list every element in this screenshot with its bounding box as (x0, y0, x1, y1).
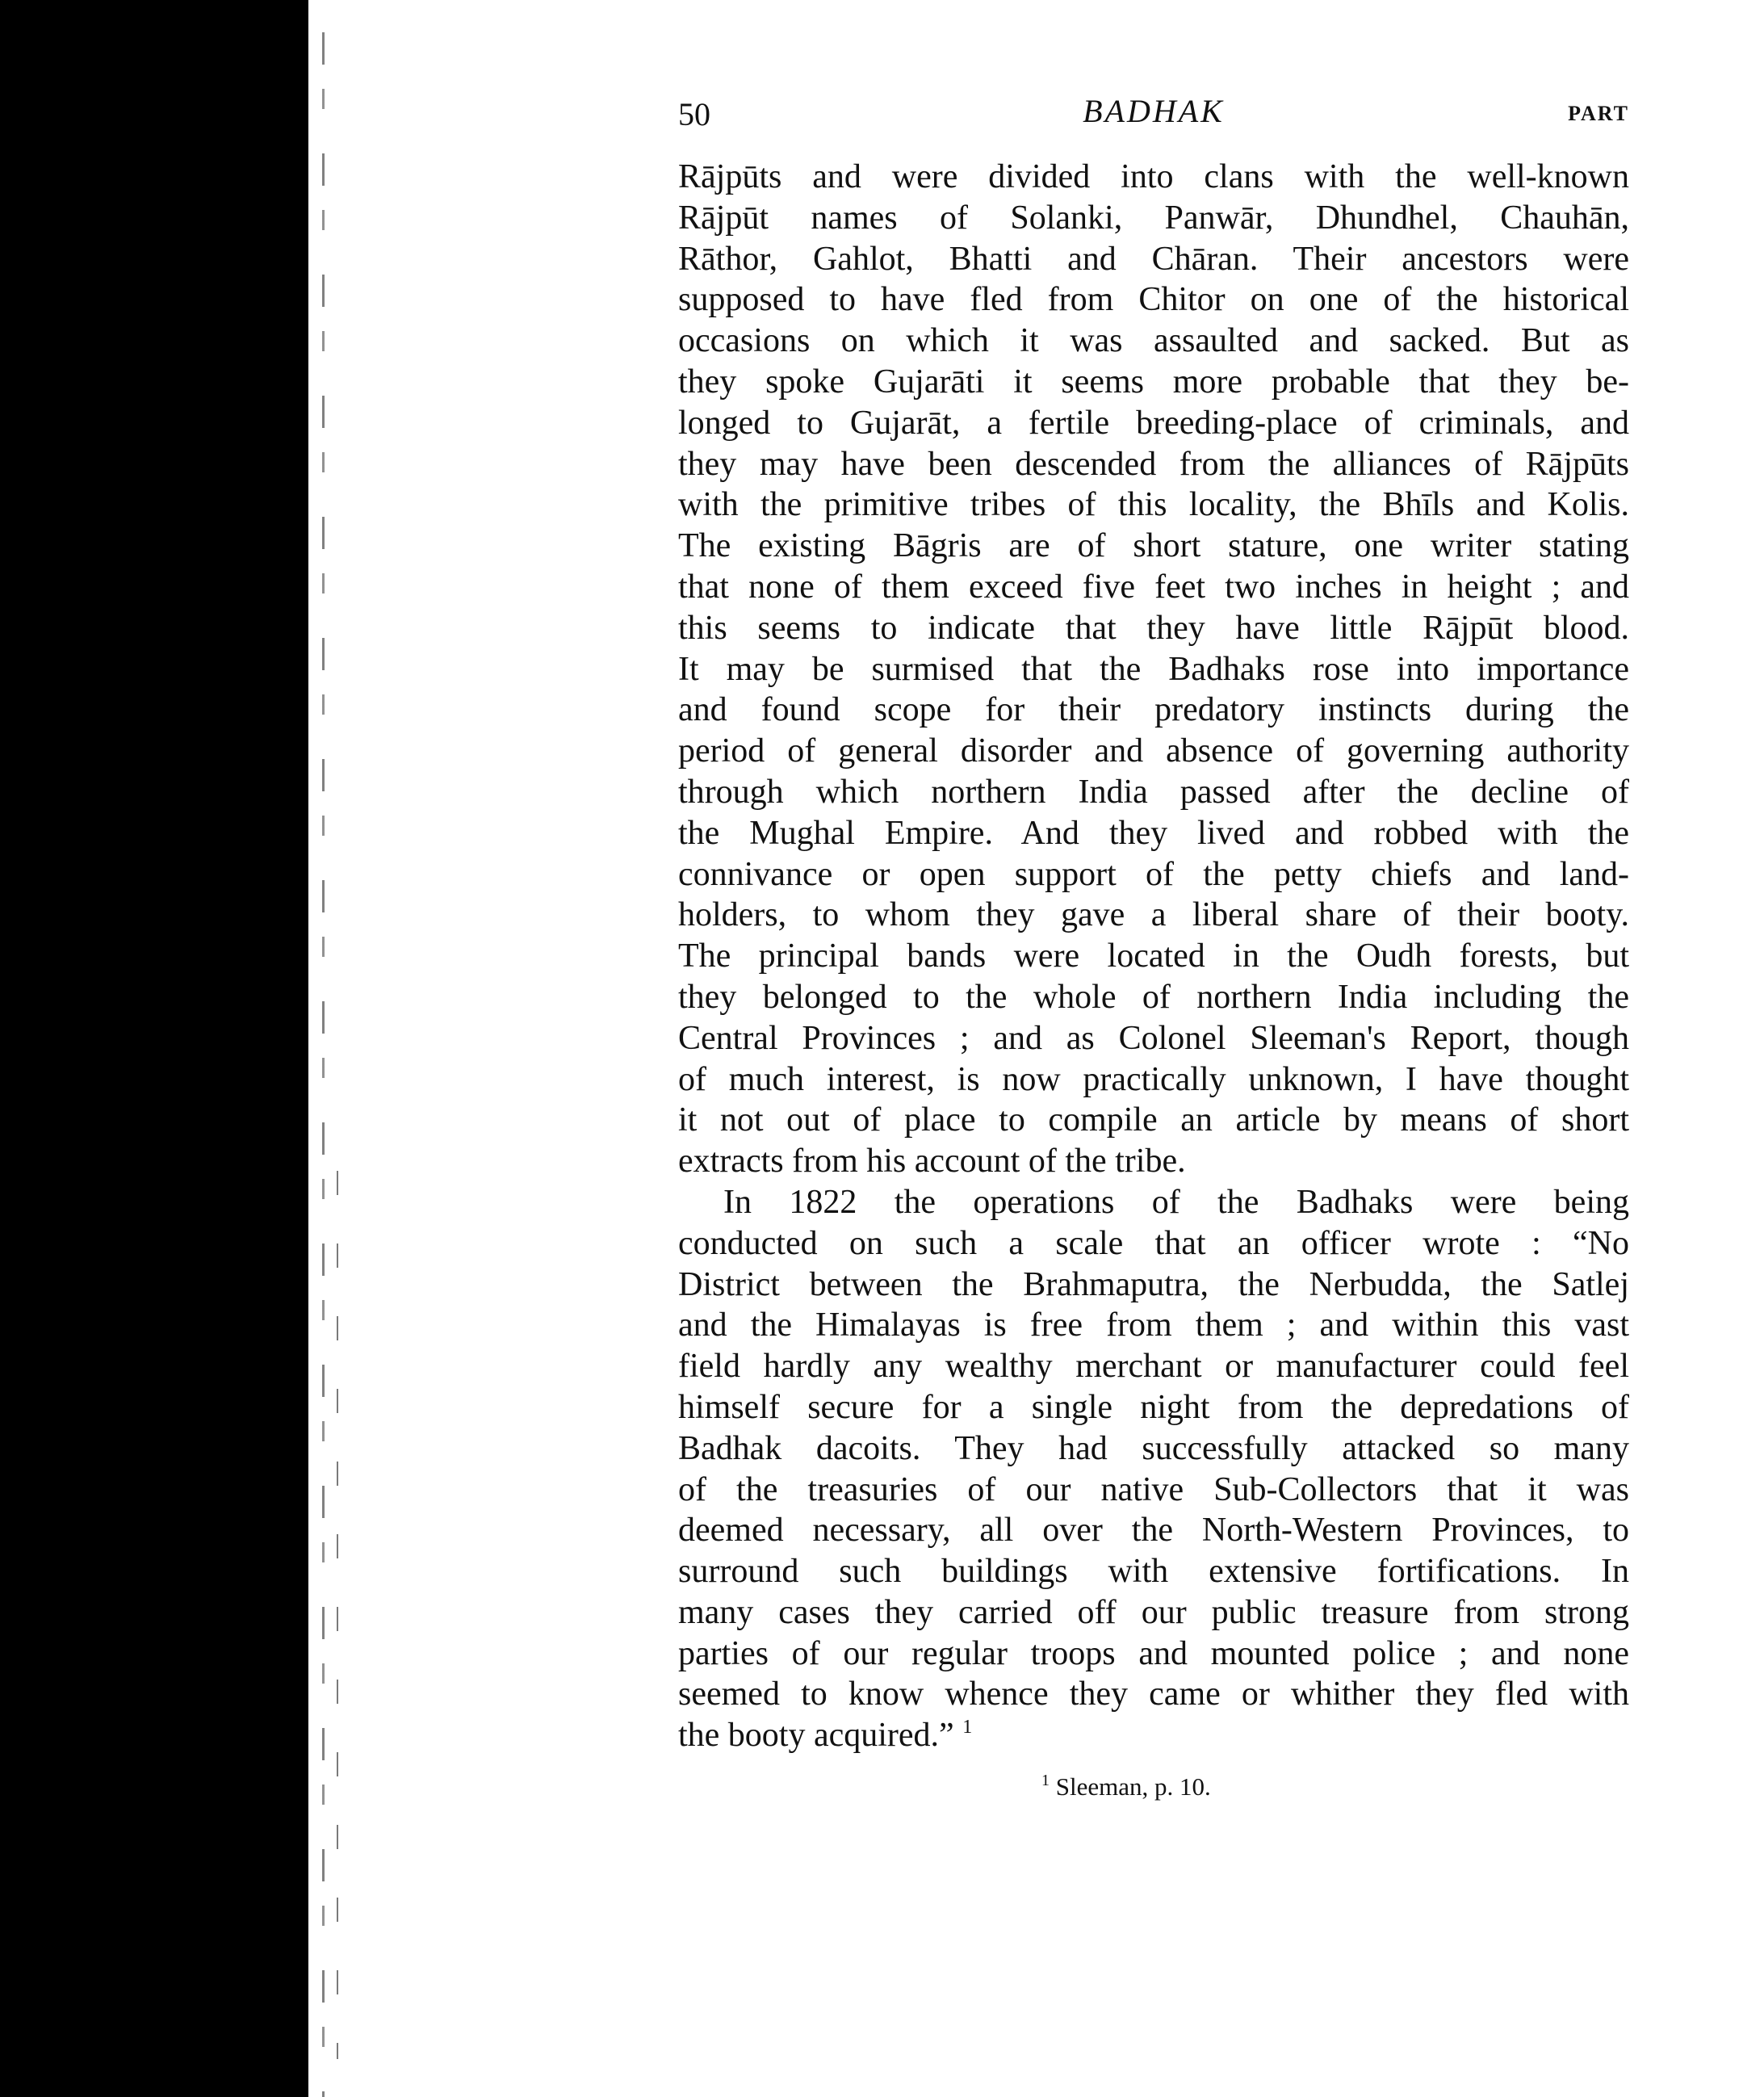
text-line-content: field hardly any wealthy merchant or manufacturer could feel (678, 1348, 1629, 1386)
running-head (678, 81, 1629, 145)
text-line (678, 772, 1629, 813)
text-line (678, 444, 1629, 485)
text-line-content: of the treasuries of our native Sub-Collectors that it was (678, 1470, 1629, 1508)
text-line (678, 1059, 1629, 1101)
text-line-content: with the primitive tribes of this locality, the Bhīls and Kolis. (678, 486, 1629, 524)
text-line (678, 1592, 1629, 1634)
text-line-content: In 1822 the operations of the Badhaks were being (723, 1183, 1629, 1221)
text-line-content: holders, to whom they gave a liberal share of their booty. (678, 896, 1629, 934)
text-line-content: they spoke Gujarāti it seems more probable that they be- (678, 363, 1629, 401)
text-line (678, 731, 1629, 772)
gutter-edge-inner (337, 1171, 338, 2059)
text-line (678, 1387, 1629, 1428)
text-line-content: many cases they carried off our public treasure from strong (678, 1593, 1629, 1631)
text-line-content: The principal bands were located in the Oudh forests, but (678, 937, 1629, 975)
text-line (678, 936, 1629, 977)
text-line-content: the Mughal Empire. And they lived and robbed with the (678, 814, 1629, 852)
text-line-content: and found scope for their predatory instincts during the (678, 691, 1629, 729)
text-line (678, 157, 1629, 198)
text-line (678, 1182, 1629, 1223)
text-line-content: supposed to have fled from Chitor on one of the historical (678, 281, 1629, 319)
text-line (678, 895, 1629, 936)
text-line (678, 1223, 1629, 1264)
text-line (678, 484, 1629, 526)
text-line-content: extracts from his account of the tribe. (678, 1143, 1186, 1181)
text-line-content: it not out of place to compile an article by means of short (678, 1101, 1629, 1139)
text-line (678, 1634, 1629, 1675)
text-line (678, 1715, 1629, 1756)
footnote-reference: 1 (962, 1717, 973, 1738)
text-line (678, 1674, 1629, 1715)
text-line (678, 854, 1629, 895)
text-line (678, 813, 1629, 854)
text-line-content: Rāthor, Gahlot, Bhatti and Chāran. Their ancestors were (678, 240, 1629, 278)
footnote-text: Sleeman, p. 10. (1055, 1772, 1211, 1801)
text-line (678, 321, 1629, 362)
text-line-content: connivance or open support of the petty chiefs and land- (678, 855, 1629, 893)
body-text (678, 157, 1629, 1756)
text-line-content: District between the Brahmaputra, the Nerbudda, the Satlej (678, 1265, 1629, 1303)
text-line (678, 279, 1629, 321)
text-line-content: they belonged to the whole of northern India including the (678, 978, 1629, 1016)
text-line (678, 567, 1629, 608)
text-line (678, 1305, 1629, 1346)
text-line (678, 1470, 1629, 1511)
part-label: PART (1568, 102, 1629, 125)
text-line (678, 1141, 1629, 1182)
text-line-content: parties of our regular troops and mounted police ; and none (678, 1634, 1629, 1672)
text-line-content: of much interest, is now practically unknown, I have thought (678, 1060, 1629, 1098)
text-line-content: period of general disorder and absence of governing authority (678, 732, 1629, 770)
gutter-edge (322, 32, 325, 2097)
book-page (678, 81, 1629, 1803)
text-line (678, 608, 1629, 649)
text-line (678, 1428, 1629, 1470)
page-number: 50 (678, 96, 710, 132)
text-line-content: through which northern India passed after the decline of (678, 773, 1629, 811)
text-line-content: It may be surmised that the Badhaks rose into importance (678, 650, 1629, 688)
text-line (678, 649, 1629, 690)
text-line-content: Rājpūts and were divided into clans with the well-known (678, 158, 1629, 195)
text-line-content: longed to Gujarāt, a fertile breeding-place of criminals, and (678, 404, 1629, 442)
footnote-marker: 1 (1041, 1772, 1050, 1790)
text-line (678, 1510, 1629, 1551)
text-line (678, 239, 1629, 280)
text-line (678, 403, 1629, 444)
paragraph-1 (678, 157, 1629, 1182)
text-line (678, 1346, 1629, 1387)
text-line-content: deemed necessary, all over the North-Western Provinces, to (678, 1512, 1629, 1550)
book-binding-shadow (0, 0, 308, 2097)
running-title: BADHAK (1083, 93, 1225, 129)
text-line (678, 362, 1629, 403)
text-line-content: Central Provinces ; and as Colonel Sleeman's Report, though (678, 1019, 1629, 1057)
text-line-content: and the Himalayas is free from them ; and within this vast (678, 1306, 1629, 1344)
text-line (678, 526, 1629, 567)
text-line (678, 977, 1629, 1018)
text-line-content: occasions on which it was assaulted and sacked. But as (678, 322, 1629, 360)
text-line (678, 690, 1629, 731)
text-line-content: Badhak dacoits. They had successfully attacked so many (678, 1429, 1629, 1467)
paragraph-2 (678, 1182, 1629, 1756)
text-line-content: himself secure for a single night from the depredations of (678, 1388, 1629, 1426)
footnote (678, 1771, 1629, 1803)
text-line-content: The existing Bāgris are of short stature, one writer stating (678, 527, 1629, 565)
text-line (678, 1100, 1629, 1141)
text-line-content: Rājpūt names of Solanki, Panwār, Dhundhel, Chauhān, (678, 199, 1629, 237)
text-line-content: surround such buildings with extensive fortifications. In (678, 1553, 1629, 1591)
text-line (678, 1018, 1629, 1059)
text-line-content: the booty acquired.” (678, 1717, 954, 1755)
text-line (678, 198, 1629, 239)
text-line (678, 1551, 1629, 1592)
text-line-content: that none of them exceed five feet two inches in height ; and (678, 568, 1629, 606)
text-line-content: they may have been descended from the alliances of Rājpūts (678, 445, 1629, 483)
text-line (678, 1264, 1629, 1306)
text-line-content: conducted on such a scale that an officer wrote : “No (678, 1224, 1629, 1262)
text-line-content: this seems to indicate that they have little Rājpūt blood. (678, 609, 1629, 647)
text-line-content: seemed to know whence they came or whither they fled with (678, 1676, 1629, 1713)
